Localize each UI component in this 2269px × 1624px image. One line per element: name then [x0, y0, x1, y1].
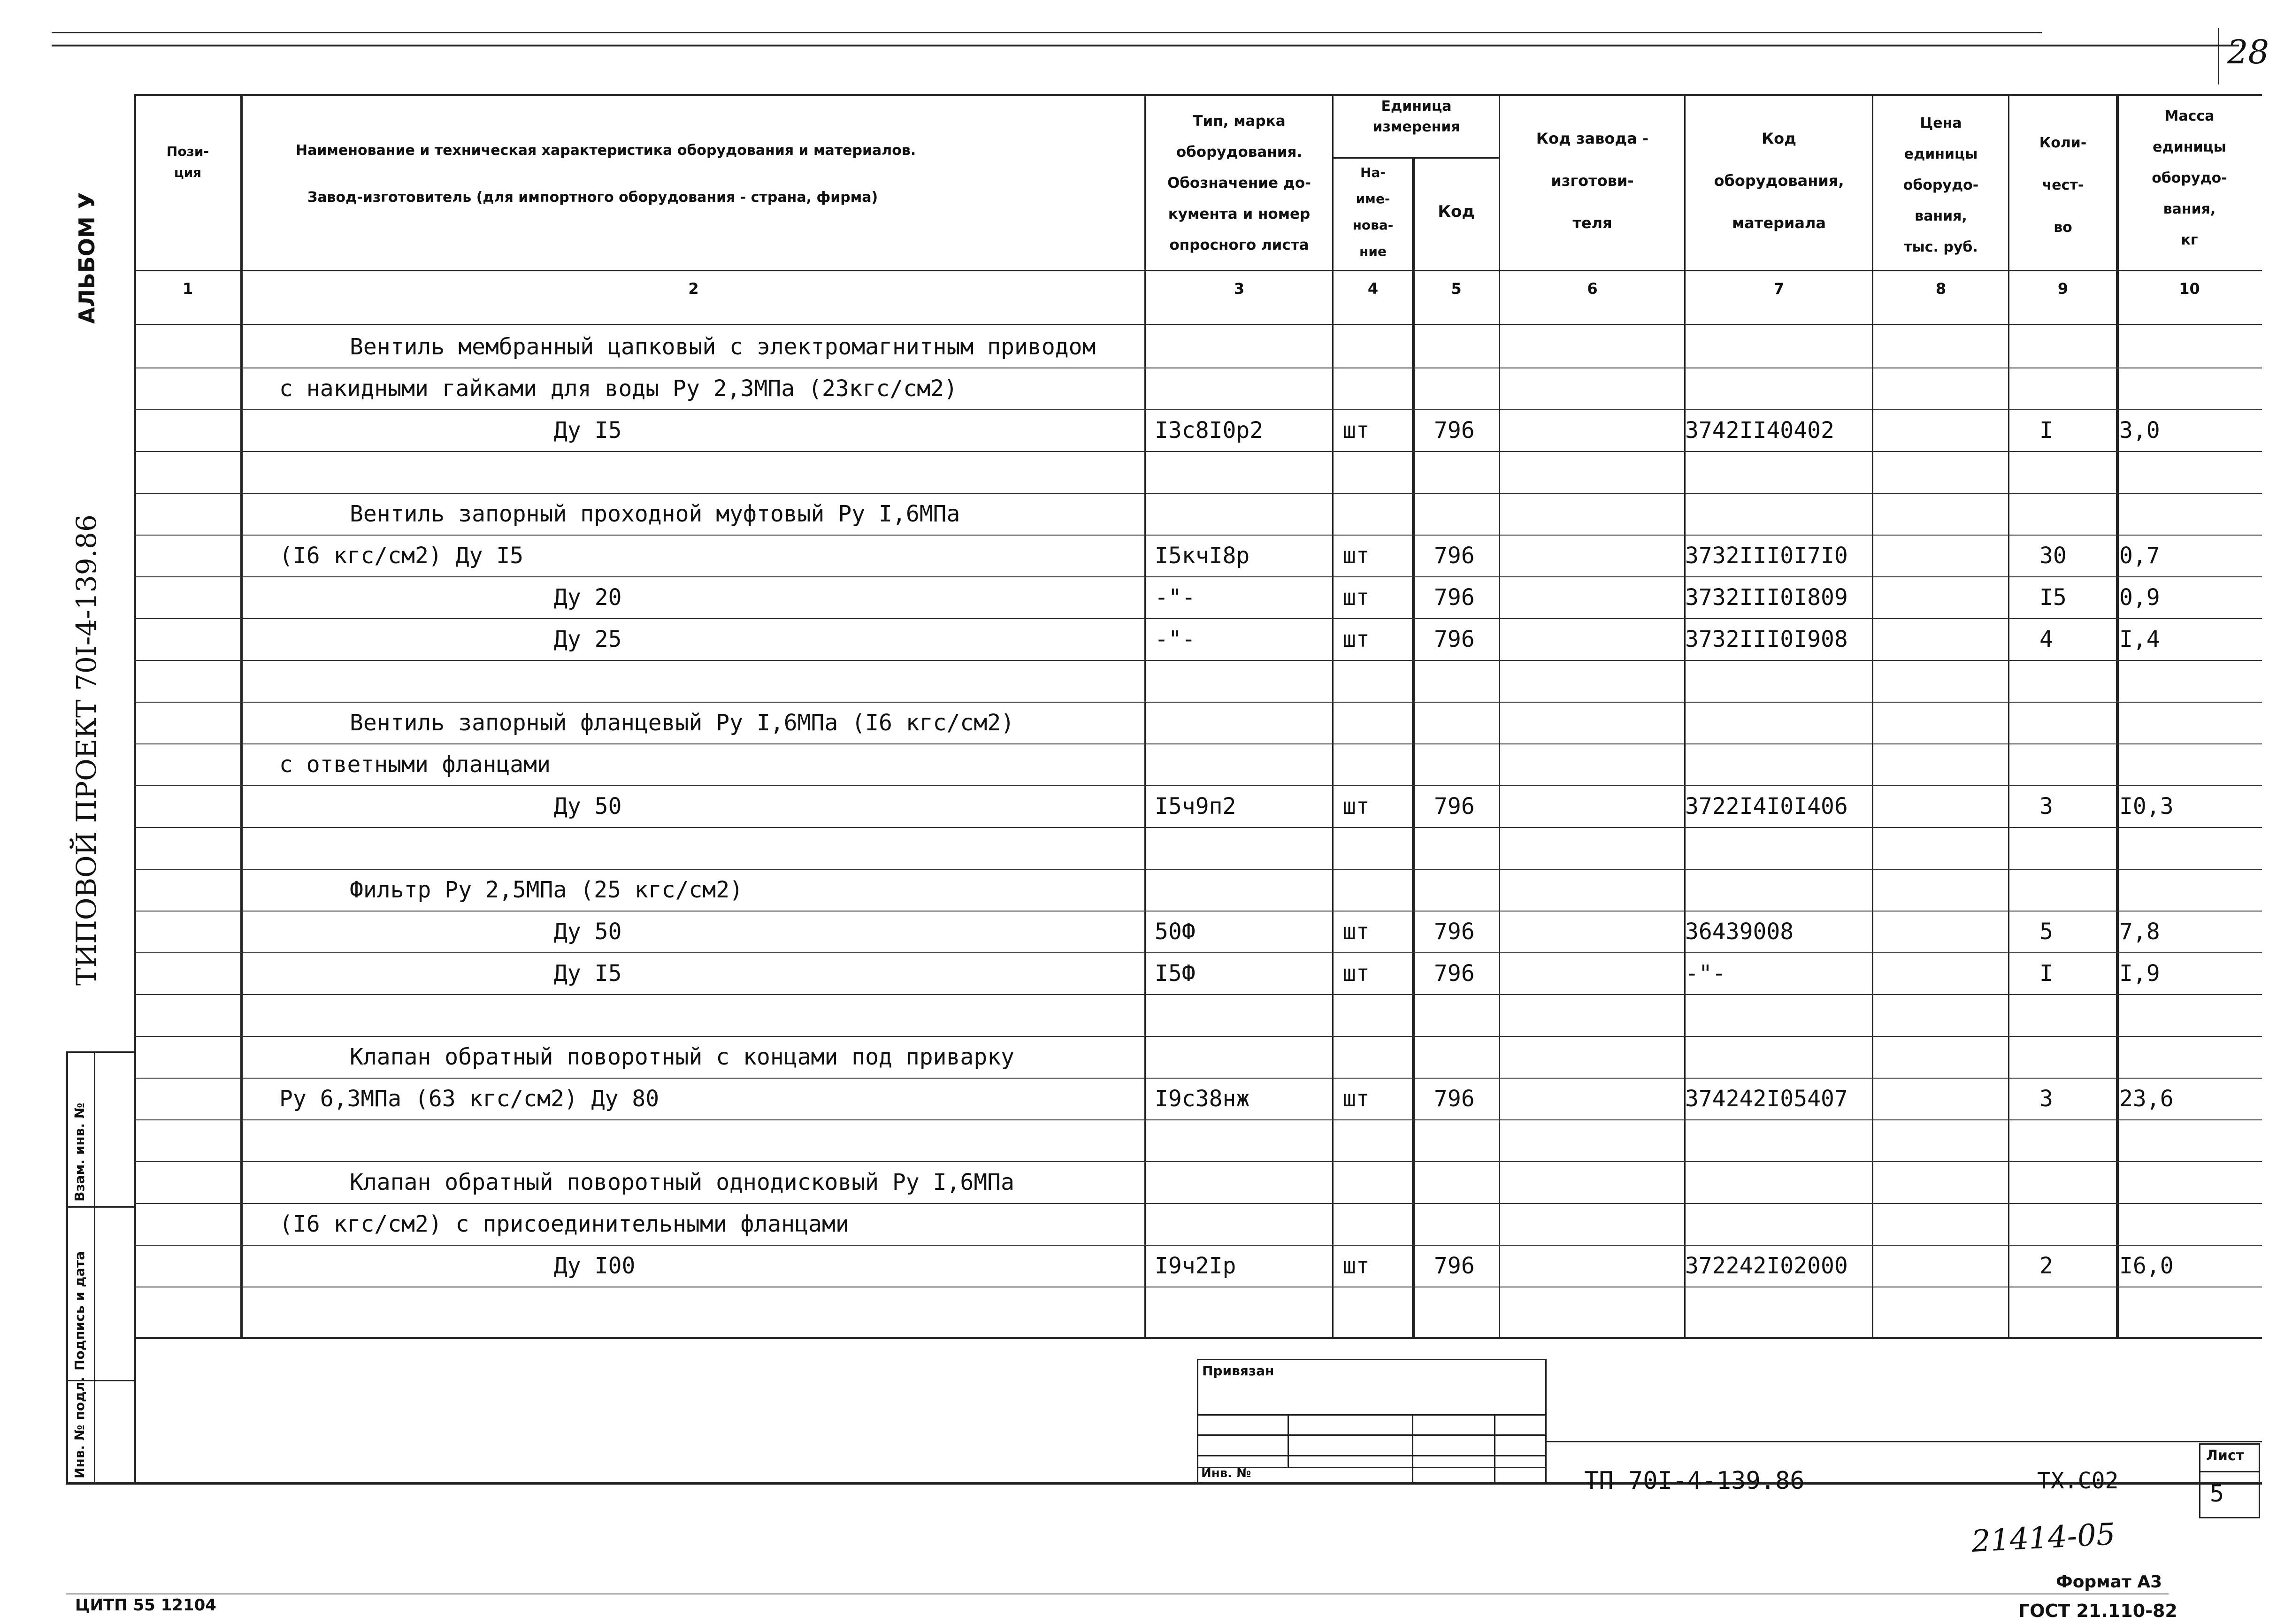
header-bottom [134, 270, 2262, 271]
col-line-3 [1332, 94, 1334, 1338]
bound-stamp-row-3 [1198, 1455, 1546, 1456]
row-qty: 2 [2039, 1253, 2053, 1279]
sheet-box-divider [2200, 1471, 2259, 1472]
row-unit: шт [1342, 793, 1370, 820]
bound-stamp-col-2 [1412, 1414, 1413, 1482]
row-name: Вентиль мембранный цапковый с электромагнитным приводом [350, 334, 1096, 360]
inv-label: Инв. № [1201, 1466, 1251, 1480]
stamp-row-1 [66, 1051, 136, 1053]
stamp-row-2 [66, 1206, 136, 1208]
row-divider [134, 1161, 2262, 1162]
corner-divider [2218, 28, 2219, 84]
row-name: Ду 25 [554, 626, 622, 652]
col-line-9 [2116, 94, 2119, 1338]
stamp-label-sign: Подпись и дата [72, 1251, 87, 1371]
row-qty: 4 [2039, 626, 2053, 652]
row-divider [134, 1036, 2262, 1037]
row-divider [134, 535, 2262, 536]
row-equip-code: 3742II40402 [1685, 417, 1834, 444]
row-equip-code: 374242I05407 [1685, 1086, 1848, 1112]
row-unit-code: 796 [1434, 626, 1475, 652]
row-mass: I0,3 [2119, 793, 2174, 820]
col-line-1 [240, 94, 243, 1338]
stamp-col-left [66, 1051, 68, 1483]
footer-left: ЦИТП 55 12104 [75, 1596, 216, 1615]
page-corner-number: 28 [2227, 33, 2269, 71]
row-unit-code: 796 [1434, 584, 1475, 611]
row-divider [134, 660, 2262, 661]
col-line-6 [1684, 94, 1686, 1338]
row-name: (I6 кгс/см2) с присоединительными фланцами [279, 1211, 849, 1237]
row-unit-code: 796 [1434, 543, 1475, 569]
colnum-1: 1 [182, 280, 193, 298]
row-equip-code: 3722I4I0I406 [1685, 793, 1848, 820]
colnum-3: 3 [1234, 280, 1245, 298]
col-line-2 [1144, 94, 1146, 1338]
row-unit-code: 796 [1434, 1253, 1475, 1279]
header-col5: Код [1438, 202, 1475, 221]
row-mass: 3,0 [2119, 417, 2160, 444]
row-qty: 5 [2039, 919, 2053, 945]
sheet-label: Лист [2206, 1448, 2245, 1464]
row-divider [134, 1203, 2262, 1204]
row-mass: 7,8 [2119, 919, 2160, 945]
title-block-top [1547, 1441, 2262, 1442]
stamp-label-replace: Взам. инв. № [72, 1103, 87, 1202]
row-equip-code: 36439008 [1685, 919, 1794, 945]
row-equip-code: 3732III0I908 [1685, 626, 1848, 652]
row-unit-code: 796 [1434, 919, 1475, 945]
stamp-label-inv: Инв. № подл. [72, 1377, 87, 1478]
colnum-10: 10 [2179, 280, 2200, 298]
row-unit: шт [1342, 1086, 1370, 1112]
frame-top [134, 94, 2262, 96]
header-col1: Пози- ция [166, 144, 209, 180]
bound-stamp-col-1 [1288, 1414, 1289, 1467]
row-name: Ду 20 [554, 584, 622, 611]
footer-rule [66, 1593, 2169, 1594]
row-type: I5кчI8р [1155, 543, 1250, 569]
row-divider [134, 869, 2262, 870]
unit-split [1333, 157, 1500, 159]
row-mass: 0,7 [2119, 543, 2160, 569]
row-divider [134, 827, 2262, 828]
frame-bottom [66, 1482, 2262, 1485]
row-name: Ду I5 [554, 417, 622, 444]
col-line-8 [2008, 94, 2009, 1338]
row-mass: I6,0 [2119, 1253, 2174, 1279]
row-name: Ду 50 [554, 919, 622, 945]
row-divider [134, 1078, 2262, 1079]
header-col9: Коли- чест- во [2039, 135, 2087, 236]
row-name: Ду I00 [554, 1253, 636, 1279]
row-equip-code: -"- [1685, 960, 1726, 987]
row-name: Вентиль запорный проходной муфтовый Ру I,6МПа [350, 501, 960, 527]
handwritten-number: 21414-05 [1970, 1517, 2116, 1559]
row-divider [134, 994, 2262, 995]
row-qty: I [2039, 417, 2053, 444]
row-qty: 30 [2039, 543, 2067, 569]
row-name: Ду 50 [554, 793, 622, 820]
row-name: с накидными гайками для воды Ру 2,3МПа (23кгс/см2) [279, 375, 958, 402]
row-divider [134, 1119, 2262, 1120]
col-line-7 [1872, 94, 1873, 1338]
row-type: I9с38нж [1155, 1086, 1250, 1112]
row-type: I3с8I0р2 [1155, 417, 1264, 444]
row-divider [134, 1245, 2262, 1246]
colnum-4: 4 [1367, 280, 1379, 298]
row-unit-code: 796 [1434, 793, 1475, 820]
row-unit-code: 796 [1434, 417, 1475, 444]
row-unit: шт [1342, 919, 1370, 945]
row-equip-code: 372242I02000 [1685, 1253, 1848, 1279]
row-divider [134, 952, 2262, 953]
row-divider [134, 451, 2262, 452]
sheet-box [2199, 1443, 2260, 1518]
row-divider [134, 409, 2262, 410]
colnum-9: 9 [2057, 280, 2069, 298]
header-col7: Код оборудования, материала [1714, 130, 1844, 232]
row-name: Ру 6,3МПа (63 кгс/см2) Ду 80 [279, 1086, 659, 1112]
row-name: Клапан обратный поворотный однодисковый Ру I,6МПа [350, 1169, 1015, 1195]
row-unit-code: 796 [1434, 960, 1475, 987]
row-type: 50Ф [1155, 919, 1196, 945]
footer-format: Формат А3 [2056, 1572, 2162, 1592]
row-name: Вентиль запорный фланцевый Ру I,6МПа (I6 кгс/см2) [350, 710, 1015, 736]
table-bottom [134, 1337, 2262, 1339]
header-col4: На- име- нова- ние [1352, 165, 1394, 259]
colnum-bottom [134, 324, 2262, 325]
frame-left [134, 94, 136, 1483]
top-rule-2 [52, 45, 2239, 46]
row-divider [134, 785, 2262, 786]
row-type: -"- [1155, 626, 1196, 652]
row-divider [134, 493, 2262, 494]
row-divider [134, 743, 2262, 744]
bound-label: Привязан [1202, 1363, 1274, 1379]
header-col8: Цена единицы оборудо- вания, тыс. руб. [1903, 115, 1979, 255]
row-name: Фильтр Ру 2,5МПа (25 кгс/см2) [350, 877, 744, 903]
bound-stamp [1197, 1359, 1547, 1483]
row-mass: I,4 [2119, 626, 2160, 652]
bound-stamp-col-3 [1494, 1414, 1495, 1482]
row-equip-code: 3732III0I809 [1685, 584, 1848, 611]
colnum-7: 7 [1773, 280, 1785, 298]
col-line-5 [1499, 94, 1500, 1338]
doc-code: ТП 70I-4-139.86 [1584, 1467, 1805, 1495]
project-label: ТИПОВОЙ ПРОЕКТ 70I-4-139.86 [70, 514, 102, 986]
row-name: Ду I5 [554, 960, 622, 987]
colnum-8: 8 [1935, 280, 1947, 298]
colnum-2: 2 [688, 280, 699, 298]
row-type: I5ч9п2 [1155, 793, 1236, 820]
footer-gost: ГОСТ 21.110-82 [2018, 1601, 2177, 1621]
header-col3: Тип, марка оборудования. Обозначение до- кумента и номер опросного листа [1167, 113, 1311, 253]
col-line-4 [1412, 157, 1415, 1338]
row-type: I5Ф [1155, 960, 1196, 987]
row-type: I9ч2Iр [1155, 1253, 1236, 1279]
header-col2-line1: Наименование и техническая характеристика оборудования и материалов. [296, 142, 916, 159]
row-divider [134, 911, 2262, 912]
row-unit: шт [1342, 960, 1370, 987]
row-unit-code: 796 [1434, 1086, 1475, 1112]
header-unit-group: Единица измерения [1372, 98, 1460, 135]
row-name: Клапан обратный поворотный с концами под приварку [350, 1044, 1015, 1070]
header-col10: Масса единицы оборудо- вания, кг [2152, 108, 2227, 248]
row-divider [134, 576, 2262, 577]
colnum-5: 5 [1451, 280, 1462, 298]
top-rule [52, 32, 2042, 33]
row-divider [134, 702, 2262, 703]
row-unit: шт [1342, 543, 1370, 569]
row-equip-code: 3732III0I7I0 [1685, 543, 1848, 569]
bound-stamp-row-1 [1198, 1414, 1546, 1416]
row-divider [134, 618, 2262, 619]
album-label: АЛЬБОМ У [74, 192, 100, 324]
row-qty: 3 [2039, 1086, 2053, 1112]
stamp-col-mid [94, 1051, 95, 1483]
sheet-code: ТХ.С02 [2037, 1468, 2119, 1494]
row-qty: 3 [2039, 793, 2053, 820]
row-name: (I6 кгс/см2) Ду I5 [279, 543, 524, 569]
row-qty: I [2039, 960, 2053, 987]
row-unit: шт [1342, 1253, 1370, 1279]
row-unit: шт [1342, 584, 1370, 611]
row-unit: шт [1342, 626, 1370, 652]
row-name: с ответными фланцами [279, 751, 551, 778]
header-col6: Код завода - изготови- теля [1536, 130, 1649, 232]
row-qty: I5 [2039, 584, 2067, 611]
row-type: -"- [1155, 584, 1196, 611]
header-col2-line2: Завод-изготовитель (для импортного оборудования - страна, фирма) [307, 189, 878, 206]
row-unit: шт [1342, 417, 1370, 444]
sheet-number: 5 [2210, 1480, 2224, 1507]
bound-stamp-row-2 [1198, 1434, 1546, 1436]
colnum-6: 6 [1587, 280, 1598, 298]
row-mass: 23,6 [2119, 1086, 2174, 1112]
row-mass: 0,9 [2119, 584, 2160, 611]
row-mass: I,9 [2119, 960, 2160, 987]
